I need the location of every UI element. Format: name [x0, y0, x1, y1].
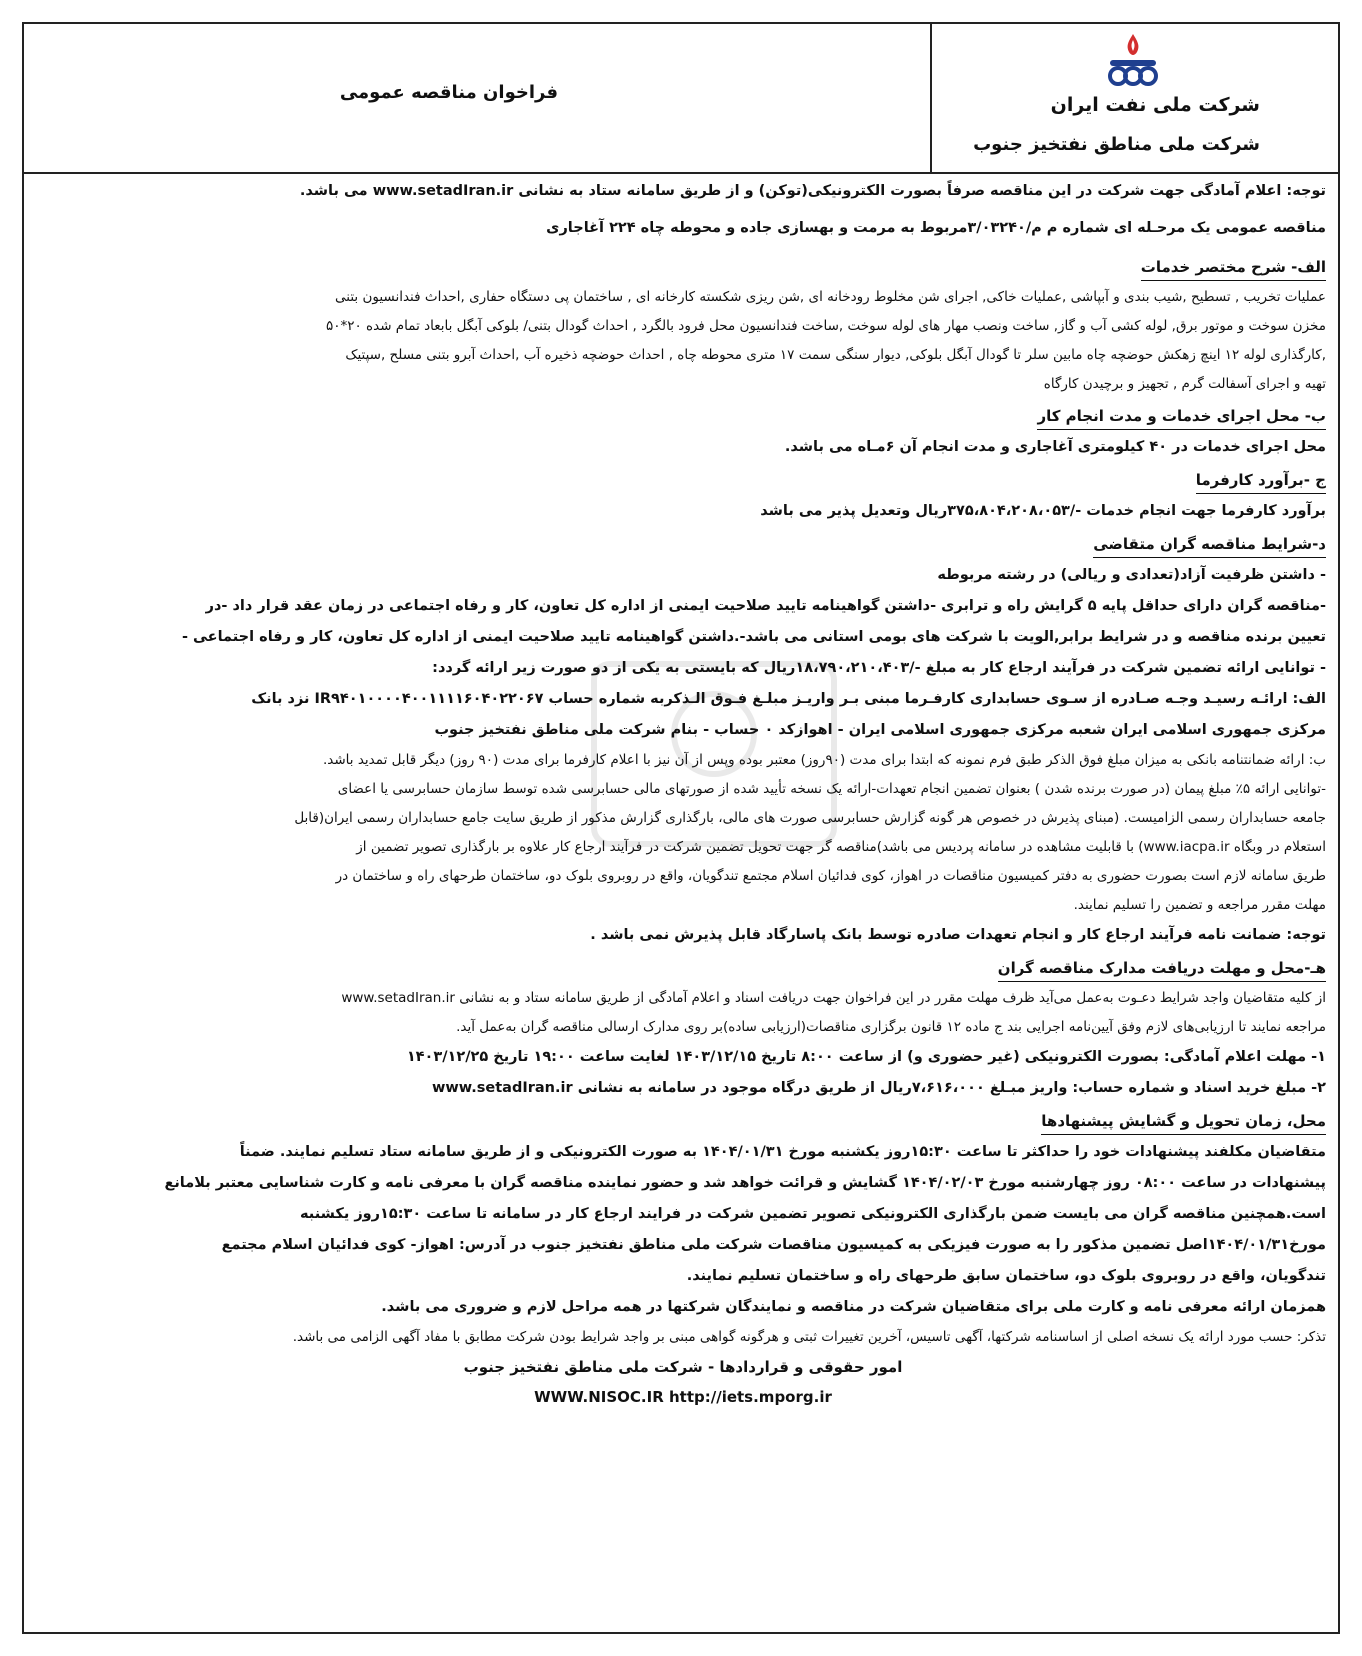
section-a-heading: الف- شرح مختصر خدمات: [1141, 254, 1326, 281]
website-links[interactable]: WWW.NISOC.IR http://iets.mporg.ir: [534, 1388, 832, 1406]
section-h-bold-line: ۱- مهلت اعلام آمادگی: بصورت الکترونیکی (غیر حضوری و) از ساعت ۸:۰۰ تاریخ ۱۴۰۳/۱۲/۱۵ لغایت ساعت ۱۹:۰۰ تاریخ ۱۴۰۳/۱۲/۲۵: [406, 1049, 1326, 1065]
section-a-line: مخزن سوخت و موتور برق, لوله کشی آب و گاز, ساخت ونصب مهار های لوله سوخت ,ساخت فندانسیون محل فرود بالگرد , احداث گودال بتنی/ بلوکی آبگل بابعاد تمام شده ۲۰*۵۰: [325, 318, 1326, 334]
notice-header: [24, 24, 1338, 174]
section-place-line: است.همچنین مناقصه گران می بایست ضمن بارگذاری الکترونیکی تصویر تضمین شرکت در فرایند ارجاع کار در سامانه تا ساعت ۱۵:۳۰روز یکشنبه: [300, 1206, 1326, 1222]
section-d-normal-line: -توانایی ارائه ۵٪ مبلغ پیمان (در صورت برنده شدن ) بعنوان تضمین انجام تعهدات-ارائه یک نسخه تأیید شده از صورتهای مالی حسابرسی شده توسط سازمان حسابرسی یا اعضای: [337, 781, 1326, 797]
section-d-line: الف: ارائـه رسیـد وجـه صـادره از سـوی حسابداری کارفـرما مبنی بـر واریـز مبلـغ فـوق الـذکربه شماره حساب IR۹۴۰۱۰۰۰۰۴۰۰۱۱۱۱۶۰۴۰۲۲۰۶۷ نزد بانک: [251, 691, 1326, 707]
closing-requirement: همزمان ارائه معرفی نامه و کارت ملی برای متقاضیان شرکت در مناقصه و نمایندگان شرکتها در همه مراحل لازم و ضروری می باشد.: [381, 1299, 1326, 1315]
section-d-line: - داشتن ظرفیت آزاد(تعدادی و ریالی) در رشته مربوطه: [937, 567, 1326, 583]
section-a-line: تهیه و اجرای آسفالت گرم , تجهیز و برچیدن کارگاه: [1043, 376, 1326, 392]
section-d-line: مرکزی جمهوری اسلامی ایران شعبه مرکزی جمهوری اسلامی ایران - اهوازکد ۰ حساب - بنام شرکت ملی مناطق نفتخیز جنوب: [434, 722, 1326, 738]
section-d-line: - توانایی ارائه تضمین شرکت در فرآیند ارجاع کار به مبلغ -/۱۸،۷۹۰،۲۱۰،۴۰۳ریال که بایستی به یکی از دو صورت زیر ارائه گردد:: [432, 660, 1326, 676]
company-block: [932, 24, 1338, 172]
section-h-normal-line: از کلیه متقاضیان واجد شرایط دعـوت به‌عمل می‌آید ظرف مهلت مقرر در این فراخوان جهت دریافت اسناد و اعلام آمادگی از طریق سامانه ستاد و به نشانی www.setadIran.ir: [341, 990, 1326, 1006]
section-d-normal-line: ب: ارائه ضمانتنامه بانکی به میزان مبلغ فوق الذکر طبق فرم نمونه که ابتدا برای مدت (۹۰روز) معتبر بوده وپس از آن نیز با اعلام کارفرما برای مدت (۹۰ روز) دیگر قابل تمدید باشد.: [322, 752, 1326, 768]
section-h-bold-line: ۲- مبلغ خرید اسناد و شماره حساب: واریز مبـلغ ۷،۶۱۶،۰۰۰ریال از طریق درگاه موجود در سامانه به نشانی www.setadIran.ir: [432, 1080, 1326, 1096]
section-a-body: [40, 283, 1326, 399]
section-d-line: -مناقصه گران دارای حداقل پایه ۵ گرایش راه و ترابری -داشتن گواهینامه تایید صلاحیت ایمنی از اداره کل تعاون، کار و رفاه اجتماعی در زمان عقد قرار داد -در: [205, 598, 1326, 614]
company-name: شرکت ملی نفت ایران: [1050, 94, 1260, 116]
tender-number-line: مناقصه عمومی یک مرحـله ای شماره م م/۳/۰۳۲۴۰مربوط به مرمت و بهسازی جاده و محوطه چاه ۲۲۴ آغاجاری: [546, 220, 1326, 236]
section-d-normal-line: استعلام در وبگاه www.iacpa.ir) با قابلیت مشاهده در سامانه پردیس می باشد)مناقصه گر جهت تحویل تضمین شرکت در فرآیند ارجاع کار علاوه بر بارگذاری تصویر تضمین از: [356, 839, 1326, 855]
section-b-heading: ب- محل اجرای خدمات و مدت انجام کار: [1037, 403, 1326, 430]
section-c-heading: ج -برآورد کارفرما: [1196, 467, 1326, 494]
section-b-text: محل اجرای خدمات در ۴۰ کیلومتری آغاجاری و مدت انجام آن ۶مـاه می باشد.: [784, 439, 1326, 455]
company-subsidiary-name: شرکت ملی مناطق نفتخیز جنوب: [973, 134, 1260, 155]
section-h-heading: هـ-محل و مهلت دریافت مدارک مناقصه گران: [998, 955, 1326, 982]
notice-electronic-only: توجه: اعلام آمادگی جهت شرکت در این مناقصه صرفاً بصورت الکترونیکی(توکن) و از طریق سامانه ستاد به نشانی www.setadIran.ir می باشد.: [299, 183, 1326, 199]
section-place-line: مورخ۱۴۰۴/۰۱/۳۱اصل تضمین مذکور را به صورت فیزیکی به کمیسیون مناقصات شرکت ملی مناطق نفتخیز جنوب در آدرس: اهواز- کوی فدائیان اسلام مجتمع: [221, 1237, 1326, 1253]
section-h-normal-line: مراجعه نمایند تا ارزیابی‌های لازم وفق آیین‌نامه اجرایی بند ج ماده ۱۲ قانون برگزاری مناقصات(ارزیابی ساده)بر روی مدارک ارسالی مناقصه گران به‌عمل آید.: [456, 1019, 1326, 1035]
section-d-normal-line: مهلت مقرر مراجعه و تضمین را تسلیم نمایند.: [1073, 897, 1326, 913]
section-h-body: [40, 984, 1326, 1104]
section-c-text: برآورد کارفرما جهت انجام خدمات -/۳۷۵،۸۰۴،۲۰۸،۰۵۳ریال وتعدیل پذیر می باشد: [760, 503, 1326, 519]
section-place-line: پیشنهادات در ساعت ۰۸:۰۰ روز چهارشنبه مورخ ۱۴۰۴/۰۲/۰۳ گشایش و قرائت خواهد شد و حضور نماینده مناقصه گران با معرفی نامه و کارت شناسایی معتبر بلامانع: [164, 1175, 1326, 1191]
section-d-heading: د-شرایط مناقصه گران متقاضی: [1093, 531, 1326, 558]
section-place-heading: محل، زمان تحویل و گشایش پیشنهادها: [1041, 1108, 1326, 1135]
notice-title: فراخوان مناقصه عمومی: [339, 82, 558, 103]
section-d-line: تعیین برنده مناقصه و در شرایط برابر,الویت با شرکت های بومی استانی می باشد-.داشتن گواهینامه تایید صلاحیت ایمنی از اداره کل تعاون، کار و رفاه اجتماعی -: [181, 629, 1326, 645]
section-d-body: [40, 560, 1326, 920]
nioc-flame-logo-icon: [1098, 32, 1168, 88]
section-place-line: متقاضیان مکلفند پیشنهادات خود را حداکثر تا ساعت ۱۵:۳۰روز یکشنبه مورخ ۱۴۰۴/۰۱/۳۱ به صورت الکترونیکی و از طریق سامانه ستاد تسلیم نمایند. ضمناً: [239, 1144, 1326, 1160]
section-d-normal-line: جامعه حسابداران رسمی الزامیست. (مبنای پذیرش در خصوص هر گونه گزارش حسابرسی صورت های مالی، بارگذاری گزارش مذکور از طریق سایت جامع حسابداران رسمی ایران(قابل: [294, 810, 1326, 826]
section-place-body: [40, 1137, 1326, 1292]
notice-bank-pasargad: توجه: ضمانت نامه فرآیند ارجاع کار و انجام تعهدات صادره توسط بانک پاسارگاد قابل پذیرش نمی باشد .: [590, 927, 1326, 943]
tender-notice-page: [22, 22, 1340, 1634]
notice-body: [40, 176, 1326, 1412]
closing-note: تذکر: حسب مورد ارائه یک نسخه اصلی از اساسنامه شرکتها، آگهی تاسیس، آخرین تغییرات ثبتی و هرگونه گواهی مبنی بر واجد شرایط بودن شرکت مطابق با مفاد آگهی الزامی می باشد.: [292, 1329, 1326, 1345]
section-d-normal-line: طریق سامانه لازم است بصورت حضوری به دفتر کمیسیون مناقصات در اهواز، کوی فدائیان اسلام مجتمع تندگویان، واقع در روبروی بلوک دو، ساختمان طرحهای راه و ساختمان در: [335, 868, 1326, 884]
section-a-line: ,کارگذاری لوله ۱۲ اینچ زهکش حوضچه چاه مابین سلر تا گودال آبگل بلوکی, دیوار سنگی سمت ۱۷ متری محوطه چاه , احداث حوضچه ذخیره آب ,احداث آبرو بتنی مسلح ,سپتیک: [345, 347, 1326, 363]
signature-line: امور حقوقی و قراردادها - شرکت ملی مناطق نفتخیز جنوب: [463, 1358, 903, 1376]
section-a-line: عملیات تخریب , تسطیح ,شیب بندی و آبپاشی ,عملیات خاکی, اجرای شن مخلوط رودخانه ای ,شن ریزی شکسته کارخانه ای , ساختمان پی دستگاه حفاری ,احداث فندانسیون بتنی: [335, 289, 1326, 305]
section-place-line: تندگویان، واقع در روبروی بلوک دو، ساختمان سابق طرحهای راه و ساختمان تسلیم نمایند.: [686, 1268, 1326, 1284]
